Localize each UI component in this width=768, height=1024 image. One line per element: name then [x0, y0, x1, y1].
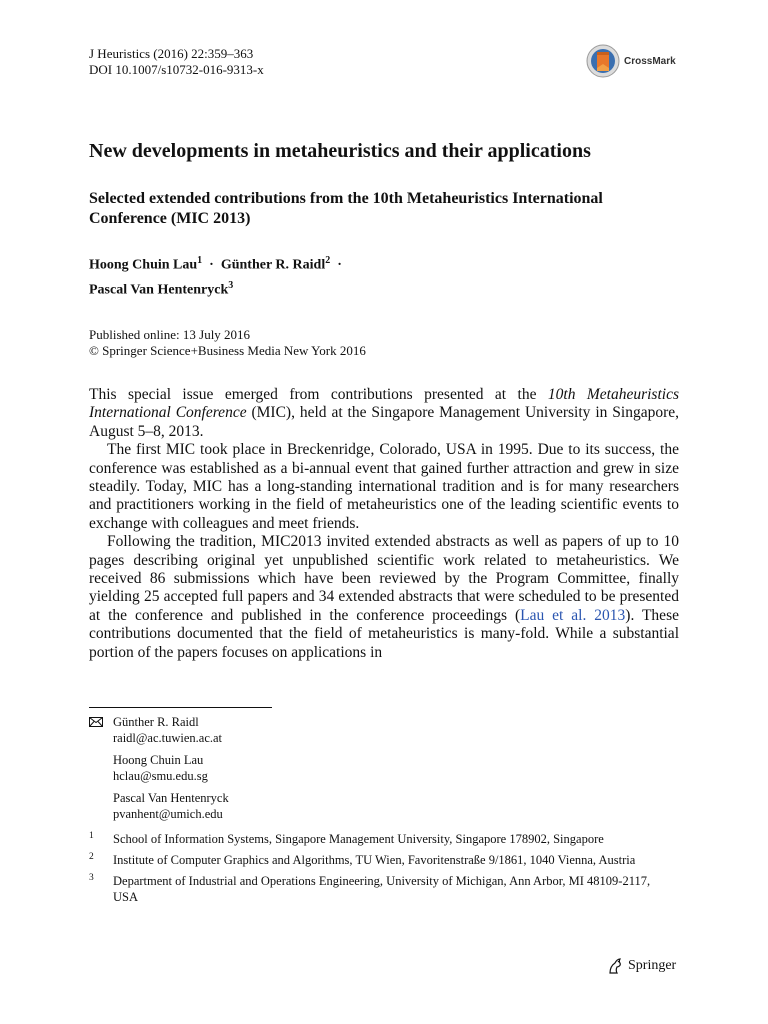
- paragraph: This special issue emerged from contributions presented at the 10th Metaheuristics International Conference (MIC), held at the Singapore Management University in Singapore, August 5–8, 2013.: [89, 386, 679, 440]
- affiliation-text: Institute of Computer Graphics and Algorithms, TU Wien, Favoritenstraße 9/1861, 1040 Vienna, Austria: [113, 853, 636, 867]
- author-name: Pascal Van Hentenryck: [89, 282, 229, 298]
- paragraph: The first MIC took place in Breckenridge, Colorado, USA in 1995. Due to its success, the conference was established as a bi-annual event that gained further attraction and grew in size steadily. Today, MIC has a long-standing international tradition and is for many researchers and practitioners working in the field of metaheuristics one of the leading scientific events to exchange with colleagues and meet friends.: [89, 441, 679, 532]
- conference-name: 10th Metaheuristics International Conference: [89, 386, 679, 422]
- contact-entry: [89, 752, 229, 784]
- crossmark-icon: [586, 44, 620, 78]
- author-name: Hoong Chuin Lau: [89, 257, 198, 273]
- contact-list: [89, 714, 229, 828]
- author-name: Günther R. Raidl: [220, 257, 326, 273]
- contact-name: Hoong Chuin Lau: [113, 753, 204, 767]
- journal-citation: J Heuristics (2016) 22:359–363: [89, 46, 254, 61]
- affiliation-ref: 3: [228, 279, 234, 291]
- article-body: [89, 386, 679, 662]
- affiliation-text: Department of Industrial and Operations Engineering, University of Michigan, Ann Arbor, MI 48109-2117, USA: [113, 874, 651, 904]
- contact-email[interactable]: raidl@ac.tuwien.ac.at: [113, 731, 223, 745]
- author-separator: ·: [337, 257, 342, 273]
- publisher-name: Springer: [628, 958, 677, 973]
- contact-entry: [89, 714, 229, 746]
- journal-header: [89, 46, 264, 78]
- contact-email[interactable]: pvanhent@umich.edu: [113, 807, 223, 821]
- footnote-rule: [89, 707, 272, 708]
- contact-name: Pascal Van Hentenryck: [113, 791, 229, 805]
- crossmark-badge[interactable]: [586, 44, 682, 78]
- affiliation-list: [89, 831, 669, 910]
- affiliation-text: School of Information Systems, Singapore Management University, Singapore 178902, Singapore: [113, 832, 604, 846]
- contact-entry: [89, 790, 229, 822]
- contact-name: Günther R. Raidl: [113, 715, 199, 729]
- publication-info: [89, 327, 366, 359]
- contact-email[interactable]: hclau@smu.edu.sg: [113, 769, 208, 783]
- affiliation-number: 2: [89, 852, 94, 862]
- affiliation-ref: 2: [325, 255, 331, 266]
- affiliation-number: 1: [89, 831, 94, 841]
- affiliation-number: 3: [89, 873, 94, 883]
- copyright: © Springer Science+Business Media New York 2016: [89, 343, 366, 358]
- citation-link[interactable]: Lau et al. 2013: [520, 606, 626, 624]
- affiliation-entry: [89, 873, 669, 905]
- article-title: New developments in metaheuristics and their applications: [89, 140, 591, 162]
- affiliation-entry: [89, 831, 669, 847]
- paragraph: Following the tradition, MIC2013 invited extended abstracts as well as papers of up to 10 pages describing original yet unpublished scientific work related to metaheuristics. We received 86 submissions which have been reviewed by the Program Committee, finally yielding 25 accepted full papers and 34 extended abstracts that were scheduled to be presented at the conference and published in the conference proceedings (Lau et al. 2013). These contributions documented that the field of metaheuristics is many-fold. While a substantial portion of the papers focuses on applications in: [89, 533, 679, 661]
- affiliation-entry: [89, 852, 669, 868]
- publisher-logo: [606, 957, 676, 975]
- crossmark-label: CrossMark: [624, 55, 676, 67]
- author-separator: ·: [209, 257, 214, 273]
- affiliation-ref: 1: [197, 255, 203, 266]
- envelope-icon: [89, 717, 103, 727]
- springer-horse-icon: [606, 957, 624, 975]
- doi[interactable]: DOI 10.1007/s10732-016-9313-x: [89, 62, 264, 77]
- published-date: Published online: 13 July 2016: [89, 327, 251, 342]
- author-list: [89, 251, 689, 300]
- article-subtitle: Selected extended contributions from the 10th Metaheuristics International Conference (MIC 2013): [89, 190, 603, 227]
